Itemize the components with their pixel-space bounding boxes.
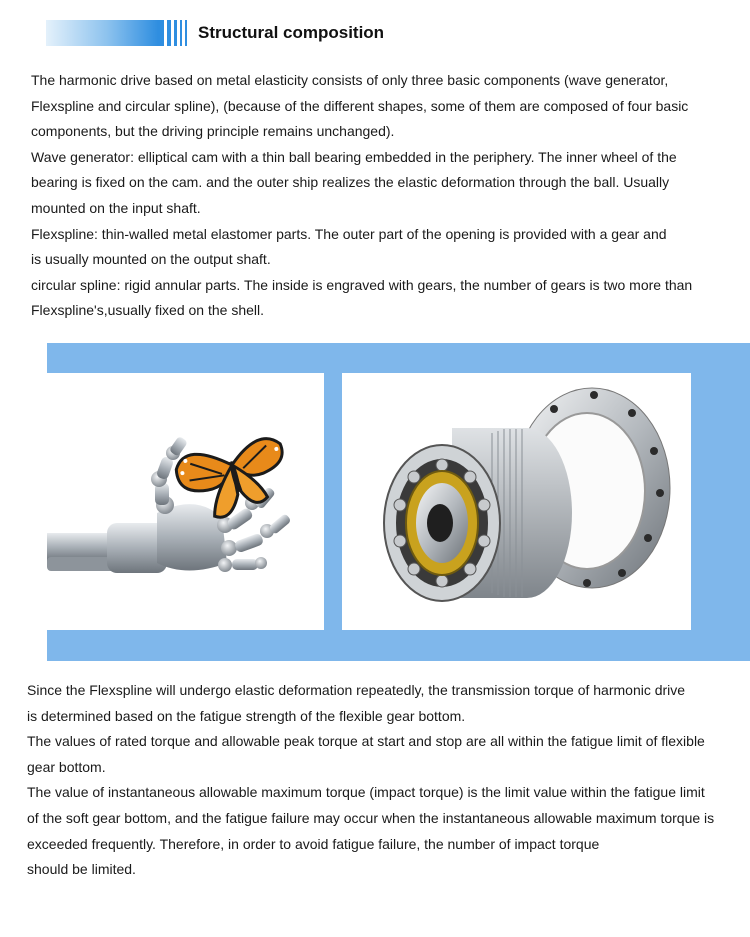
intro-line: mounted on the input shaft. [31,199,201,216]
intro-line: is usually mounted on the output shaft. [31,251,271,268]
intro-line: Flexspline and circular spline), (because of the different shapes, some of them are composed of four basic [31,97,689,114]
intro-line: The harmonic drive based on metal elasticity consists of only three basic components (wave generator, [31,72,669,88]
section-title: Structural composition [198,23,385,42]
intro-line: Flexspline's,usually fixed on the shell. [31,302,265,319]
details-line: of the soft gear bottom, and the fatigue failure may occur when the instantaneous allowable maximum torque is [27,809,715,826]
robot-hand-butterfly-image [47,373,324,630]
intro-line: circular spline: rigid annular parts. The inside is engraved with gears, the number of gears is two more than [31,276,693,293]
header-gradient-bar [46,20,158,46]
details-line: exceeded frequently. Therefore, in order to avoid fatigue failure, the number of impact torque [27,835,600,852]
section-header [46,20,466,46]
image-panel [47,343,750,661]
details-line: gear bottom. [27,758,106,775]
intro-paragraph [31,68,731,324]
harmonic-drive-components-image [342,373,691,630]
details-line: Since the Flexspline will undergo elastic deformation repeatedly, the transmission torque of harmonic drive [27,682,686,698]
intro-line: bearing is fixed on the cam. and the outer ship realizes the elastic deformation through the ball. Usually [31,174,670,191]
details-line: is determined based on the fatigue strength of the flexible gear bottom. [27,707,466,724]
details-line: The value of instantaneous allowable maximum torque (impact torque) is the limit value within the fatigue limit [27,784,705,801]
intro-line: components, but the driving principle remains unchanged). [31,123,395,140]
details-line: should be limited. [27,861,136,878]
details-line: The values of rated torque and allowable peak torque at start and stop are all within the fatigue limit of flexible [27,733,705,750]
details-paragraph [27,678,749,883]
intro-line: Wave generator: elliptical cam with a thin ball bearing embedded in the periphery. The inner wheel of the [31,148,677,165]
intro-line: Flexspline: thin-walled metal elastomer parts. The outer part of the opening is provided with a gear and [31,225,667,242]
